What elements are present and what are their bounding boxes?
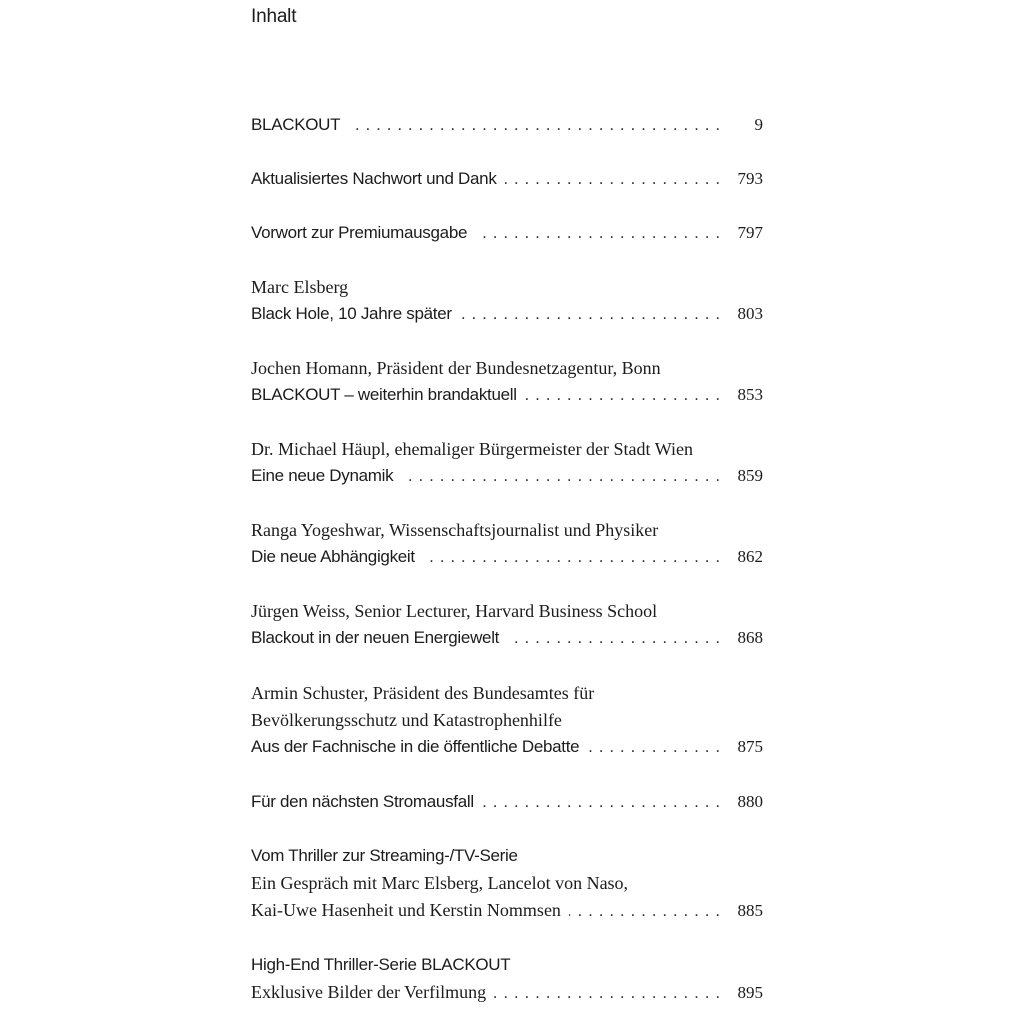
toc-entry-title: Aus der Fachnische in die öffentliche Debatte xyxy=(251,737,580,756)
toc-entry-author: Jochen Homann, Präsident der Bundesnetzagentur, Bonn xyxy=(251,358,661,378)
page-number: 875 xyxy=(737,737,763,756)
toc-entry-title: Vorwort zur Premiumausgabe xyxy=(251,223,468,242)
page-number: 885 xyxy=(737,901,763,920)
toc-entry-title: Eine neue Dynamik xyxy=(251,466,394,485)
toc-entry[interactable] xyxy=(251,846,763,927)
toc-entry-title: Blackout in der neuen Energiewelt xyxy=(251,628,500,647)
dot-leader xyxy=(569,903,721,921)
dot-leader xyxy=(587,739,721,757)
toc-entry-subtitle: Kai-Uwe Hasenheit und Kerstin Nommsen xyxy=(251,900,561,920)
toc-entry[interactable] xyxy=(251,955,763,1009)
toc-entry[interactable] xyxy=(251,115,763,142)
page-number: 853 xyxy=(737,385,763,404)
toc-entry[interactable] xyxy=(251,169,763,196)
dot-leader xyxy=(505,171,721,189)
toc-entry-line xyxy=(251,466,763,493)
toc-entry-author: Dr. Michael Häupl, ehemaliger Bürgermeister der Stadt Wien xyxy=(251,439,693,459)
toc-entry-title: Vom Thriller zur Streaming-/TV-Serie xyxy=(251,846,518,865)
toc-entry-subtitle: Exklusive Bilder der Verfilmung xyxy=(251,982,487,1002)
toc-entry[interactable] xyxy=(251,439,763,493)
dot-leader xyxy=(460,306,721,324)
toc-entry[interactable] xyxy=(251,277,763,331)
dot-leader xyxy=(525,387,721,405)
page-number: 797 xyxy=(737,223,763,242)
toc-entry-author: Ranga Yogeshwar, Wissenschaftsjournalist und Physiker xyxy=(251,520,659,540)
toc-entry[interactable] xyxy=(251,792,763,819)
toc-entry-line xyxy=(251,737,763,764)
toc-entry[interactable] xyxy=(251,683,763,764)
page-number: 868 xyxy=(737,628,763,647)
toc-entry[interactable] xyxy=(251,520,763,574)
dot-leader xyxy=(482,794,721,812)
dot-leader xyxy=(475,225,721,243)
toc-entry-author: Jürgen Weiss, Senior Lecturer, Harvard Business School xyxy=(251,601,658,621)
page-number: 880 xyxy=(737,792,763,811)
toc-entry-line xyxy=(251,982,763,1009)
toc-entry-title: Für den nächsten Stromausfall xyxy=(251,792,474,811)
page-number: 803 xyxy=(737,304,763,323)
toc-entry-title: Die neue Abhängigkeit xyxy=(251,547,415,566)
page-number: 9 xyxy=(754,115,763,134)
toc-entry-title: Aktualisiertes Nachwort und Dank xyxy=(251,169,497,188)
toc-entry-author: Marc Elsberg xyxy=(251,277,349,297)
dot-leader xyxy=(494,985,721,1003)
toc-entry-line xyxy=(251,115,763,142)
dot-leader xyxy=(423,549,721,567)
toc-entry-subtitle: Ein Gespräch mit Marc Elsberg, Lancelot von Naso, xyxy=(251,873,629,893)
page-number: 859 xyxy=(737,466,763,485)
toc-entry-author: Bevölkerungsschutz und Katastrophenhilfe xyxy=(251,710,562,730)
dot-leader xyxy=(348,117,721,135)
page-number: 793 xyxy=(737,169,763,188)
toc-entry-title: BLACKOUT – weiterhin brandaktuell xyxy=(251,385,517,404)
toc-entry-title: BLACKOUT xyxy=(251,115,341,134)
toc-entry-line xyxy=(251,385,763,412)
page-number: 862 xyxy=(737,547,763,566)
toc-entry-title: Black Hole, 10 Jahre später xyxy=(251,304,452,323)
toc-entry-line xyxy=(251,304,763,331)
toc-entry-title: High-End Thriller-Serie BLACKOUT xyxy=(251,955,511,974)
toc-entry[interactable] xyxy=(251,223,763,250)
toc-entry-line xyxy=(251,792,763,819)
toc-entry-line xyxy=(251,223,763,250)
toc-entry-author: Armin Schuster, Präsident des Bundesamtes für xyxy=(251,683,595,703)
page-title: Inhalt xyxy=(251,6,297,27)
toc-entry[interactable] xyxy=(251,358,763,412)
dot-leader xyxy=(507,630,721,648)
toc-entry-line xyxy=(251,169,763,196)
toc-entry-line xyxy=(251,628,763,655)
toc-entry-line xyxy=(251,547,763,574)
page-number: 895 xyxy=(737,983,763,1002)
toc-entry[interactable] xyxy=(251,601,763,655)
toc-entry-line xyxy=(251,900,763,927)
dot-leader xyxy=(401,468,721,486)
